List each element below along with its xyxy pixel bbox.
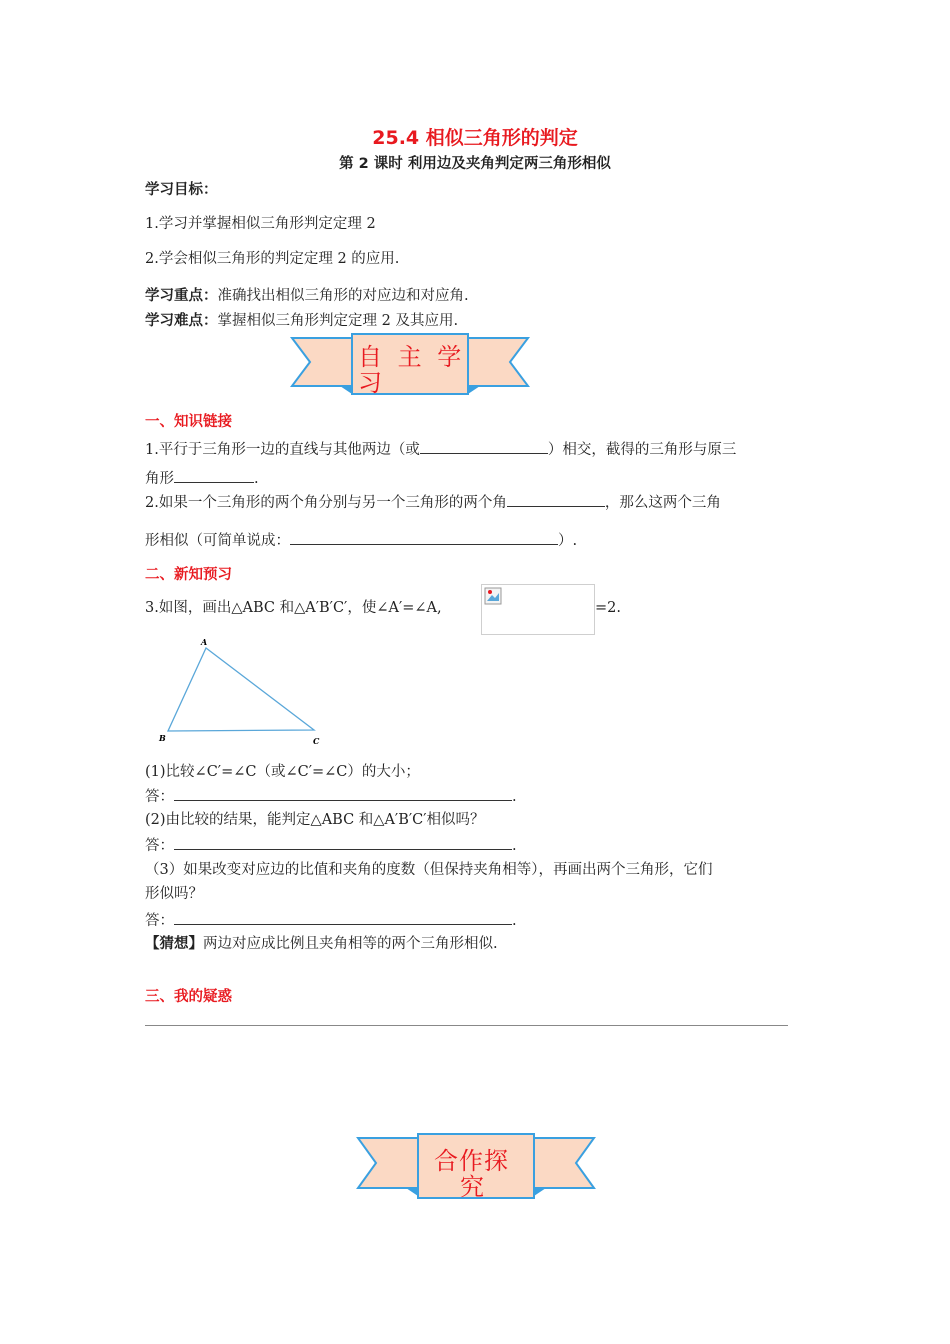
answer-label: 答： (145, 838, 174, 854)
triangle-abc-figure (150, 632, 330, 747)
question-3-ratio: =2. (595, 600, 621, 616)
sub-question-3-line2: 形似吗？ (145, 886, 203, 902)
q1-text: 1.平行于三角形一边的直线与其他两边（或 (145, 442, 420, 458)
answer-line (145, 786, 517, 807)
section-heading: 一、知识链接 (145, 414, 232, 430)
answer-blank[interactable] (174, 910, 512, 925)
conjecture (145, 934, 498, 954)
answer-end: . (512, 789, 517, 805)
question-1-line1 (145, 439, 736, 460)
page-subtitle: 第 2 课时 利用边及夹角判定两三角形相似 (339, 156, 611, 172)
section-heading: 三、我的疑惑 (145, 989, 232, 1005)
vertex-label-c: C (313, 736, 320, 746)
q2-text: ，那么这两个三角 (604, 495, 721, 511)
banner-text-line1: 合作探 (434, 1147, 509, 1175)
answer-blank[interactable] (174, 786, 512, 801)
banner-text-line2: 习 (358, 369, 386, 397)
banner-self-study (290, 330, 530, 398)
q1-text: ）相交，截得的三角形与原三 (547, 442, 737, 458)
q2-text: 形相似（可简单说成： (145, 533, 290, 549)
q2-text: ）. (558, 533, 578, 549)
answer-label: 答： (145, 913, 174, 929)
key-point-label: 学习重点： (145, 288, 218, 304)
objectives-heading: 学习目标： (145, 182, 218, 198)
vertex-label-a: A (201, 637, 208, 647)
key-point (145, 286, 469, 306)
objective-item: 2.学会相似三角形的判定定理 2 的应用. (145, 251, 400, 267)
formula-image-placeholder (481, 584, 595, 635)
q1-text: 角形 (145, 471, 174, 487)
key-point-text: 准确找出相似三角形的对应边和对应角. (217, 288, 469, 304)
banner-text-line2: 究 (460, 1173, 488, 1201)
sub-question-3-line1: （3）如果改变对应边的比值和夹角的度数（但保持夹角相等），再画出两个三角形，它们 (145, 862, 713, 878)
answer-blank[interactable] (420, 439, 548, 454)
banner-text-line1: 自 主 学 (358, 343, 466, 371)
answer-line (145, 910, 517, 931)
broken-image-icon (484, 587, 502, 605)
conjecture-text: 两边对应成比例且夹角相等的两个三角形相似. (203, 936, 498, 952)
banner-cooperative-inquiry (356, 1130, 596, 1202)
question-2-line2 (145, 530, 577, 551)
answer-end: . (512, 838, 517, 854)
vertex-label-b: B (159, 733, 166, 743)
question-1-line2 (145, 468, 259, 489)
objective-item: 1.学习并掌握相似三角形判定定理 2 (145, 216, 376, 232)
q1-text: . (254, 471, 259, 487)
answer-end: . (512, 913, 517, 929)
difficulty-text: 掌握相似三角形判定定理 2 及其应用. (217, 313, 459, 329)
answer-label: 答： (145, 789, 174, 805)
answer-blank[interactable] (174, 468, 254, 483)
question-2-line1 (145, 492, 721, 513)
difficulty-label: 学习难点： (145, 313, 218, 329)
answer-line (145, 835, 517, 856)
answer-blank[interactable] (507, 492, 605, 507)
q2-text: 2.如果一个三角形的两个角分别与另一个三角形的两个角 (145, 495, 507, 511)
doubts-answer-line[interactable] (145, 1025, 788, 1026)
answer-blank[interactable] (290, 530, 558, 545)
answer-blank[interactable] (174, 835, 512, 850)
difficulty (145, 311, 458, 331)
page-title: 25.4 相似三角形的判定 (372, 127, 578, 149)
sub-question-1: (1)比较∠C′=∠C（或∠C′=∠C）的大小； (145, 764, 420, 780)
section-heading: 二、新知预习 (145, 567, 232, 583)
sub-question-2: (2)由比较的结果，能判定△ABC 和△A′B′C′相似吗？ (145, 812, 485, 828)
conjecture-label: 【猜想】 (145, 936, 203, 952)
question-3-text: 3.如图，画出△ABC 和△A′B′C′，使∠A′=∠A, (145, 600, 442, 616)
